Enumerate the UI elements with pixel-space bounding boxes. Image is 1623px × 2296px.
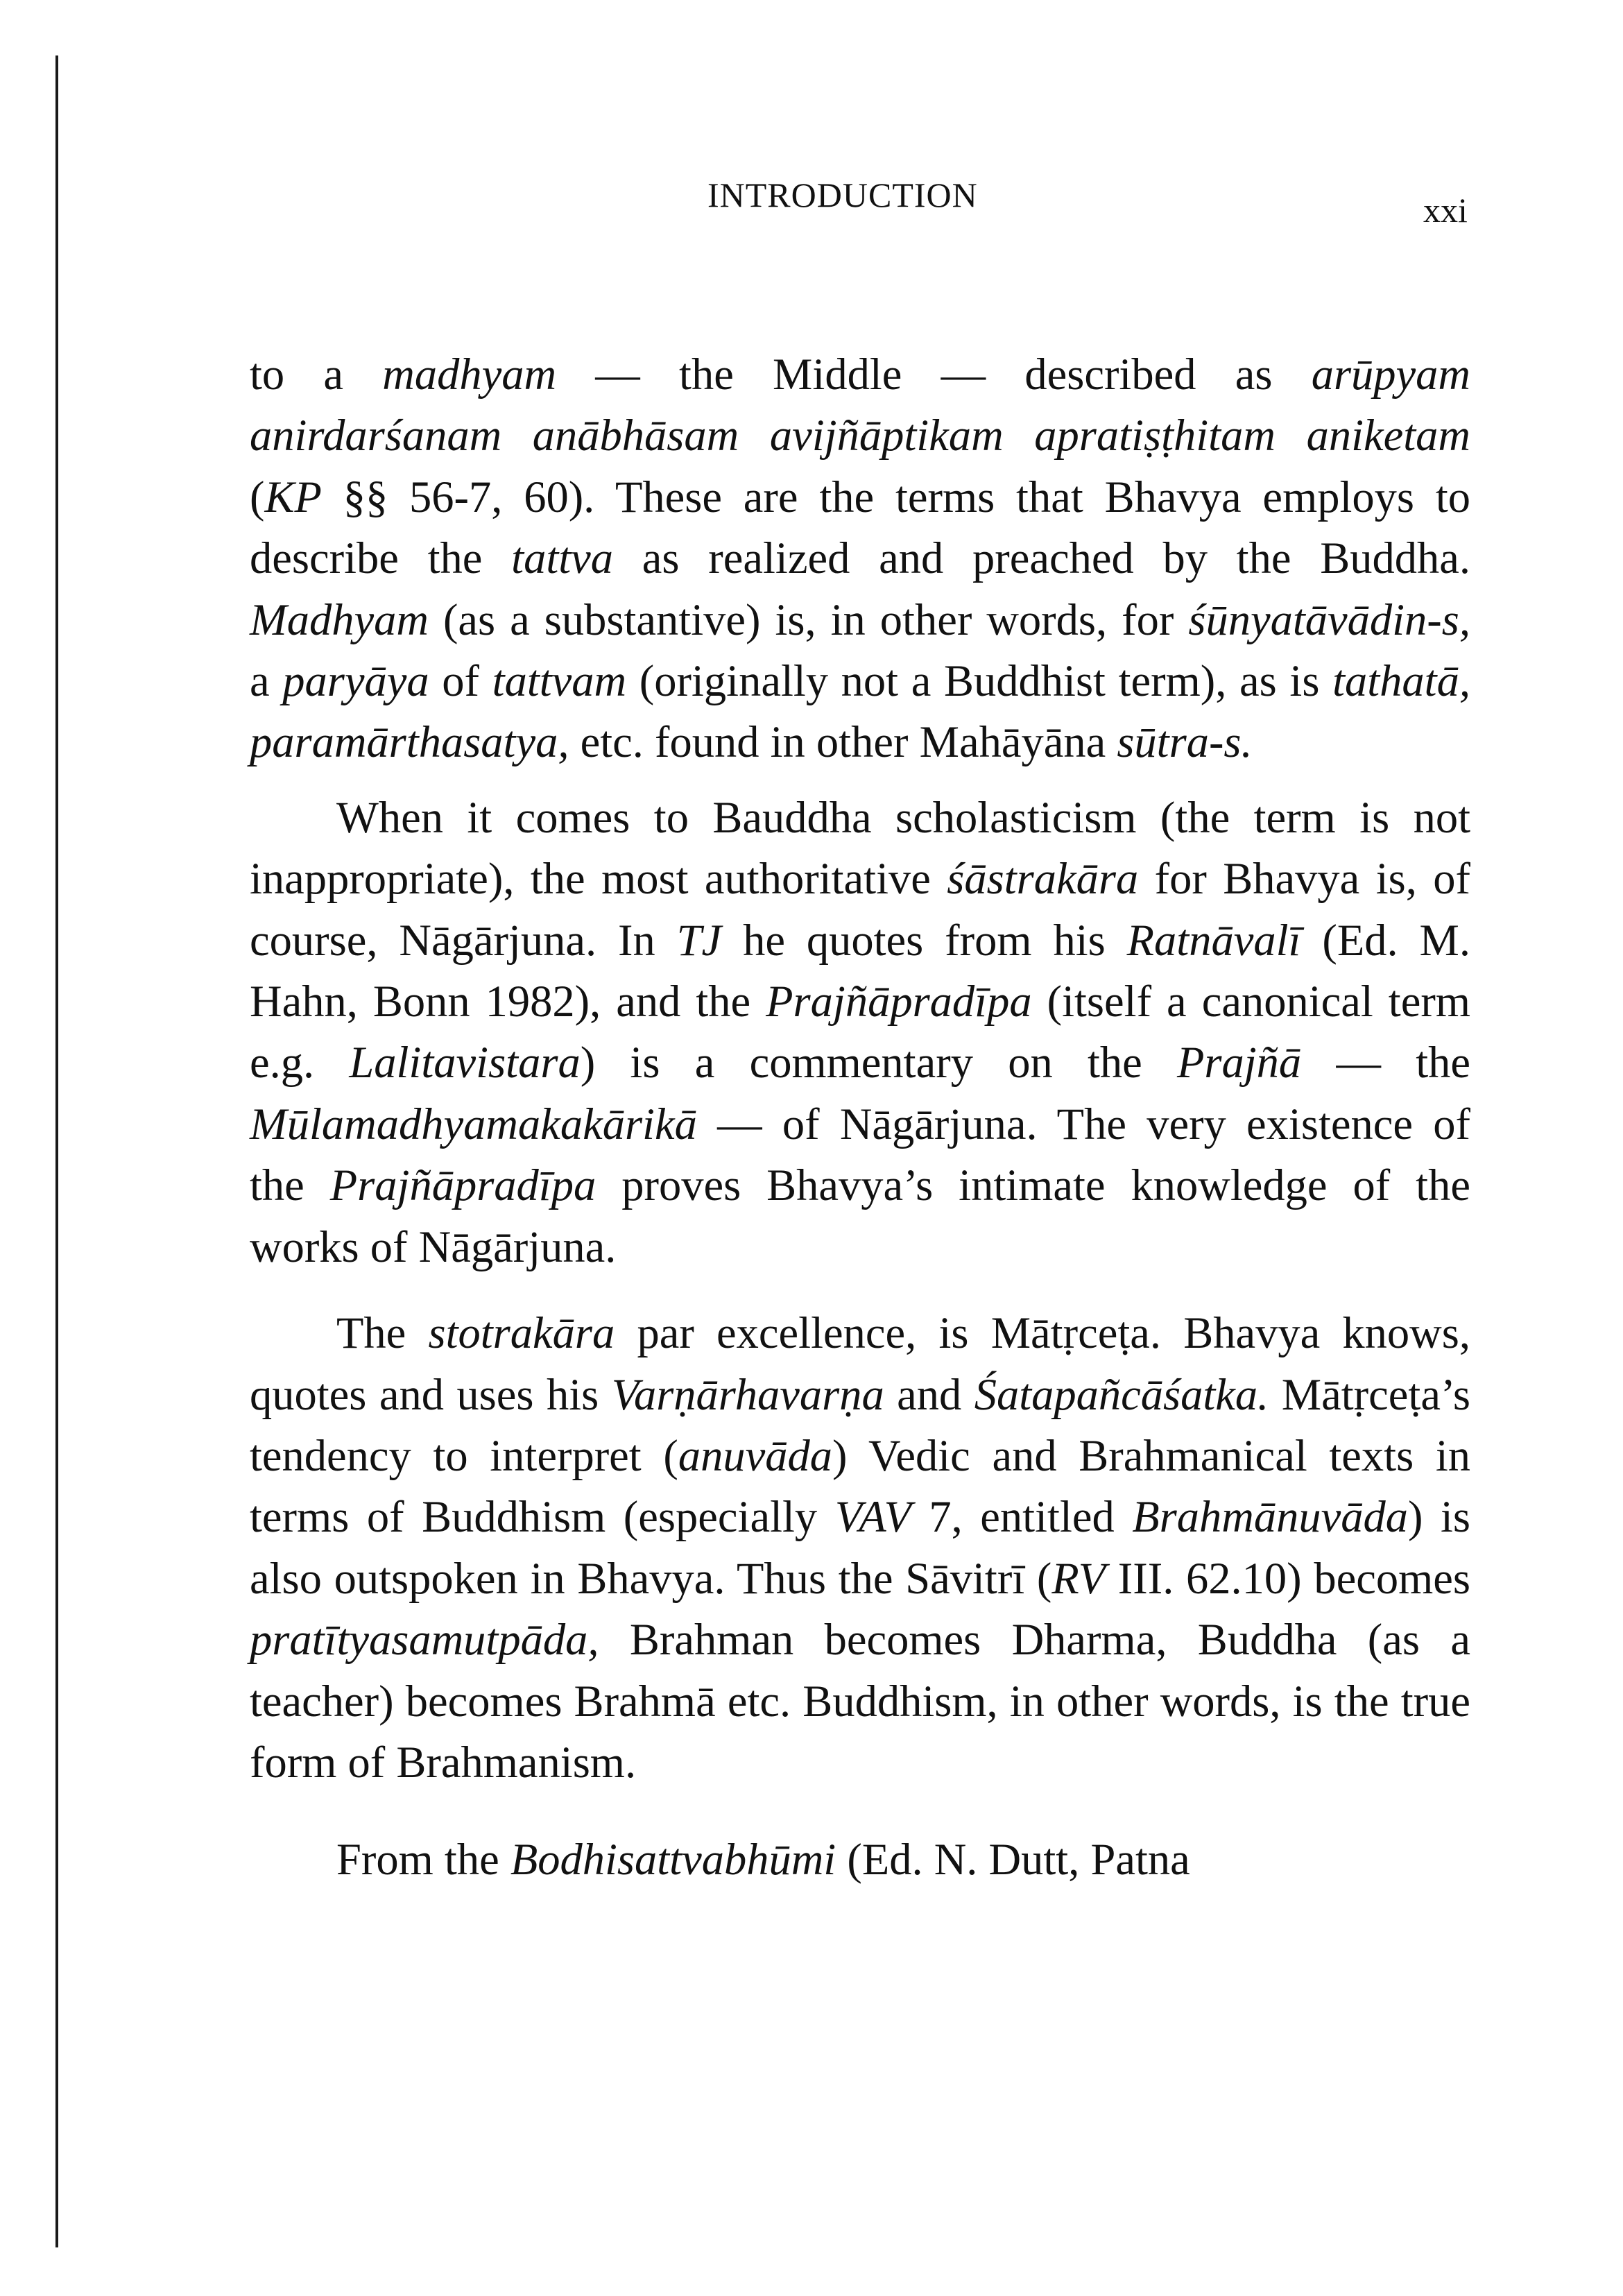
text-run: Brahman becomes Dharma, Buddha (as a teacher) becomes Brahmā etc. Buddhism, in other words, is the true form of Brahmanism. bbox=[250, 1615, 1470, 1787]
text-run: 7, entitled bbox=[911, 1492, 1133, 1542]
italic-term: Varṇārhavarṇa bbox=[611, 1369, 884, 1419]
text-run: he quotes from his bbox=[721, 915, 1127, 965]
paragraph bbox=[250, 344, 1470, 773]
paragraph bbox=[250, 787, 1470, 1278]
italic-term: tattva bbox=[511, 533, 614, 583]
text-run: (Ed. M. Hahn, Bonn 1982), and the bbox=[250, 915, 1471, 1027]
body-text bbox=[250, 344, 1470, 1891]
italic-term: arūpyam anirdarśanam anābhāsam avijñāptikam apratiṣṭhitam aniketam bbox=[250, 350, 1470, 461]
italic-term: śāstrakāra bbox=[947, 854, 1139, 904]
text-run: When it comes to Bauddha scholasticism (the term is not inappropriate), the most authoritative bbox=[250, 792, 1470, 904]
italic-term: TJ bbox=[676, 915, 722, 965]
running-title: INTRODUCTION bbox=[707, 175, 978, 214]
italic-term: VAV bbox=[834, 1492, 911, 1542]
italic-term: paryāya bbox=[282, 656, 429, 706]
italic-term: KP bbox=[264, 472, 322, 522]
text-run: §§ 56-7, 60). These are the terms that Bhavya employs to describe the bbox=[250, 472, 1470, 583]
italic-term: Bodhisattvabhūmi bbox=[510, 1835, 836, 1885]
text-run: and bbox=[884, 1369, 974, 1419]
text-run: as realized and preached by the Buddha. bbox=[613, 533, 1470, 583]
italic-term: Madhyam bbox=[250, 594, 429, 644]
text-run: From the bbox=[336, 1835, 510, 1885]
text-run: ) Vedic and Brahmanical texts in terms of Buddhism (especially bbox=[250, 1430, 1471, 1542]
paragraph bbox=[250, 1829, 1470, 1890]
text-run: par excellence, is Mātṛceṭa. Bhavya knows, quotes and uses his bbox=[250, 1308, 1470, 1419]
italic-term: anuvāda bbox=[678, 1430, 832, 1480]
italic-term: Prajñā bbox=[1177, 1038, 1302, 1088]
italic-term: stotrakāra bbox=[428, 1308, 615, 1358]
page-binding-line bbox=[55, 55, 58, 2247]
italic-term: madhyam bbox=[382, 350, 557, 399]
italic-term: Mūlamadhyamakakārikā bbox=[250, 1099, 697, 1149]
text-run: — of Nāgārjuna. The very existence of the bbox=[250, 1099, 1470, 1210]
italic-term: tattvam bbox=[492, 656, 627, 706]
text-run: a bbox=[250, 656, 283, 706]
italic-term: Lalitavistara bbox=[349, 1038, 581, 1088]
text-run: proves Bhavya’s intimate knowledge of the works of Nāgārjuna. bbox=[250, 1160, 1470, 1271]
italic-term: Prajñāpradīpa bbox=[329, 1160, 596, 1210]
text-run: Mātṛceṭa’s tendency to interpret ( bbox=[250, 1369, 1470, 1480]
text-run: (as a substantive) is, in other words, for bbox=[428, 594, 1189, 644]
italic-term: Śatapañcāśatka. bbox=[974, 1369, 1269, 1419]
text-run: — the bbox=[1301, 1038, 1470, 1088]
paragraph bbox=[250, 1303, 1470, 1793]
text-run: — the Middle — described as bbox=[556, 350, 1312, 399]
italic-term: sūtra-s. bbox=[1117, 717, 1253, 767]
italic-term: pratītyasamutpāda, bbox=[250, 1615, 599, 1665]
italic-term: Brahmānuvāda bbox=[1132, 1492, 1408, 1542]
text-run: ( bbox=[250, 472, 265, 522]
text-run: (Ed. N. Dutt, Patna bbox=[836, 1835, 1190, 1885]
text-run: to a bbox=[250, 350, 383, 399]
page-number: xxi bbox=[1423, 191, 1468, 230]
text-run: for Bhavya is, of course, Nāgārjuna. In bbox=[250, 854, 1470, 965]
italic-term: Prajñāpradīpa bbox=[766, 977, 1032, 1027]
text-run: The bbox=[336, 1308, 429, 1358]
italic-term: śūnyatāvādin-s, bbox=[1188, 594, 1470, 644]
text-run: (itself a canonical term e.g. bbox=[250, 977, 1470, 1088]
text-run: of bbox=[429, 656, 492, 706]
italic-term: RV bbox=[1051, 1553, 1106, 1603]
text-run: III. 62.10) becomes bbox=[1106, 1553, 1470, 1603]
italic-term: Ratnāvalī bbox=[1126, 915, 1301, 965]
text-run: ) is also outspoken in Bhavya. Thus the Sāvitrī ( bbox=[250, 1492, 1471, 1603]
text-run: etc. found in other Mahāyāna bbox=[569, 717, 1117, 767]
text-run: (originally not a Buddhist term), as is bbox=[626, 656, 1333, 706]
italic-term: tathatā, paramārthasatya, bbox=[250, 656, 1470, 767]
text-run: ) is a commentary on the bbox=[580, 1038, 1178, 1088]
page-header bbox=[0, 175, 1623, 230]
